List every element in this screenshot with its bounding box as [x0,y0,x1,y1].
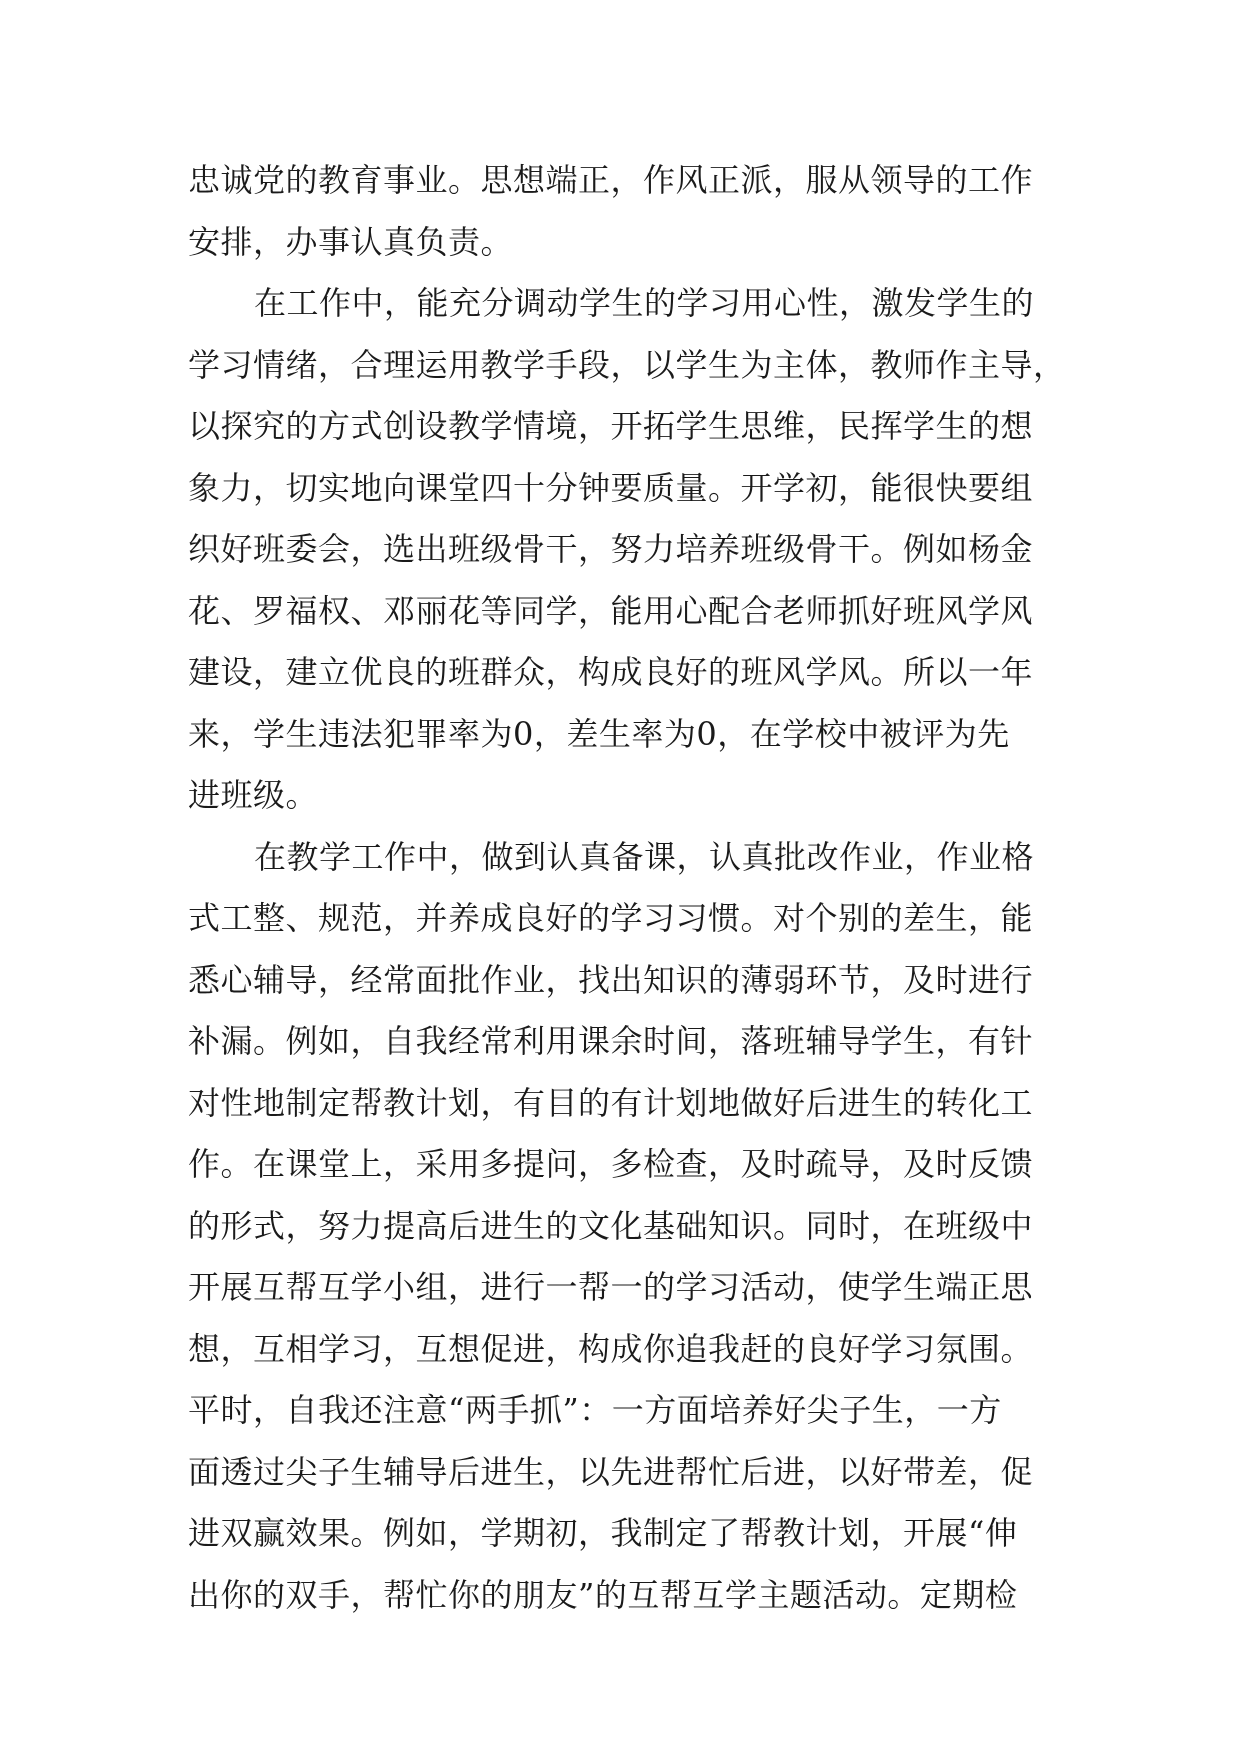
text-line: 补漏。例如，自我经常利用课余时间，落班辅导学生，有针 [188,1022,1034,1060]
text-line: 面透过尖子生辅导后进生，以先进帮忙后进，以好带差，促 [188,1452,1034,1491]
text-line: 安排，办事认真负责。 [188,222,514,261]
text-line: 进双赢效果。例如，学期初，我制定了帮教计划，开展“伸 [188,1514,1018,1552]
text-line: 开展互帮互学小组，进行一帮一的学习活动，使学生端正思 [188,1268,1034,1306]
paragraph-start-line: 在教学工作中，做到认真备课，认真批改作业，作业格 [254,837,1035,876]
text-line: 织好班委会，选出班级骨干，努力培养班级骨干。例如杨金 [188,530,1034,568]
text-line: 的形式，努力提高后进生的文化基础知识。同时，在班级中 [188,1206,1034,1245]
text-line: 平时，自我还注意“两手抓”：一方面培养好尖子生，一方 [188,1391,1002,1429]
text-line: 来，学生违法犯罪率为0，差生率为0，在学校中被评为先 [188,714,1010,753]
text-line: 学习情绪，合理运用教学手段，以学生为主体，教师作主导， [188,345,1066,384]
text-line: 式工整、规范，并养成良好的学习习惯。对个别的差生，能 [188,899,1034,937]
text-line: 忠诚党的教育事业。思想端正，作风正派，服从领导的工作 [188,161,1034,199]
text-line: 象力，切实地向课堂四十分钟要质量。开学初，能很快要组 [188,468,1034,507]
text-line: 对性地制定帮教计划，有目的有计划地做好后进生的转化工 [188,1083,1034,1122]
text-line: 想，互相学习，互想促进，构成你追我赶的良好学习氛围。 [188,1329,1034,1368]
body-text [188,150,1068,1626]
text-line: 悉心辅导，经常面批作业，找出知识的薄弱环节，及时进行 [188,960,1034,999]
text-line: 出你的双手，帮忙你的朋友”的互帮互学主题活动。定期检 [188,1575,1018,1614]
paragraph-start-line: 在工作中，能充分调动学生的学习用心性，激发学生的 [254,284,1035,322]
text-line: 以探究的方式创设教学情境，开拓学生思维，民挥学生的想 [188,407,1034,445]
text-line: 作。在课堂上，采用多提问，多检查，及时疏导，及时反馈 [188,1145,1034,1183]
text-line: 建设，建立优良的班群众，构成良好的班风学风。所以一年 [188,653,1034,691]
text-line: 进班级。 [188,776,319,814]
text-line: 花、罗福权、邓丽花等同学，能用心配合老师抓好班风学风 [188,591,1034,630]
